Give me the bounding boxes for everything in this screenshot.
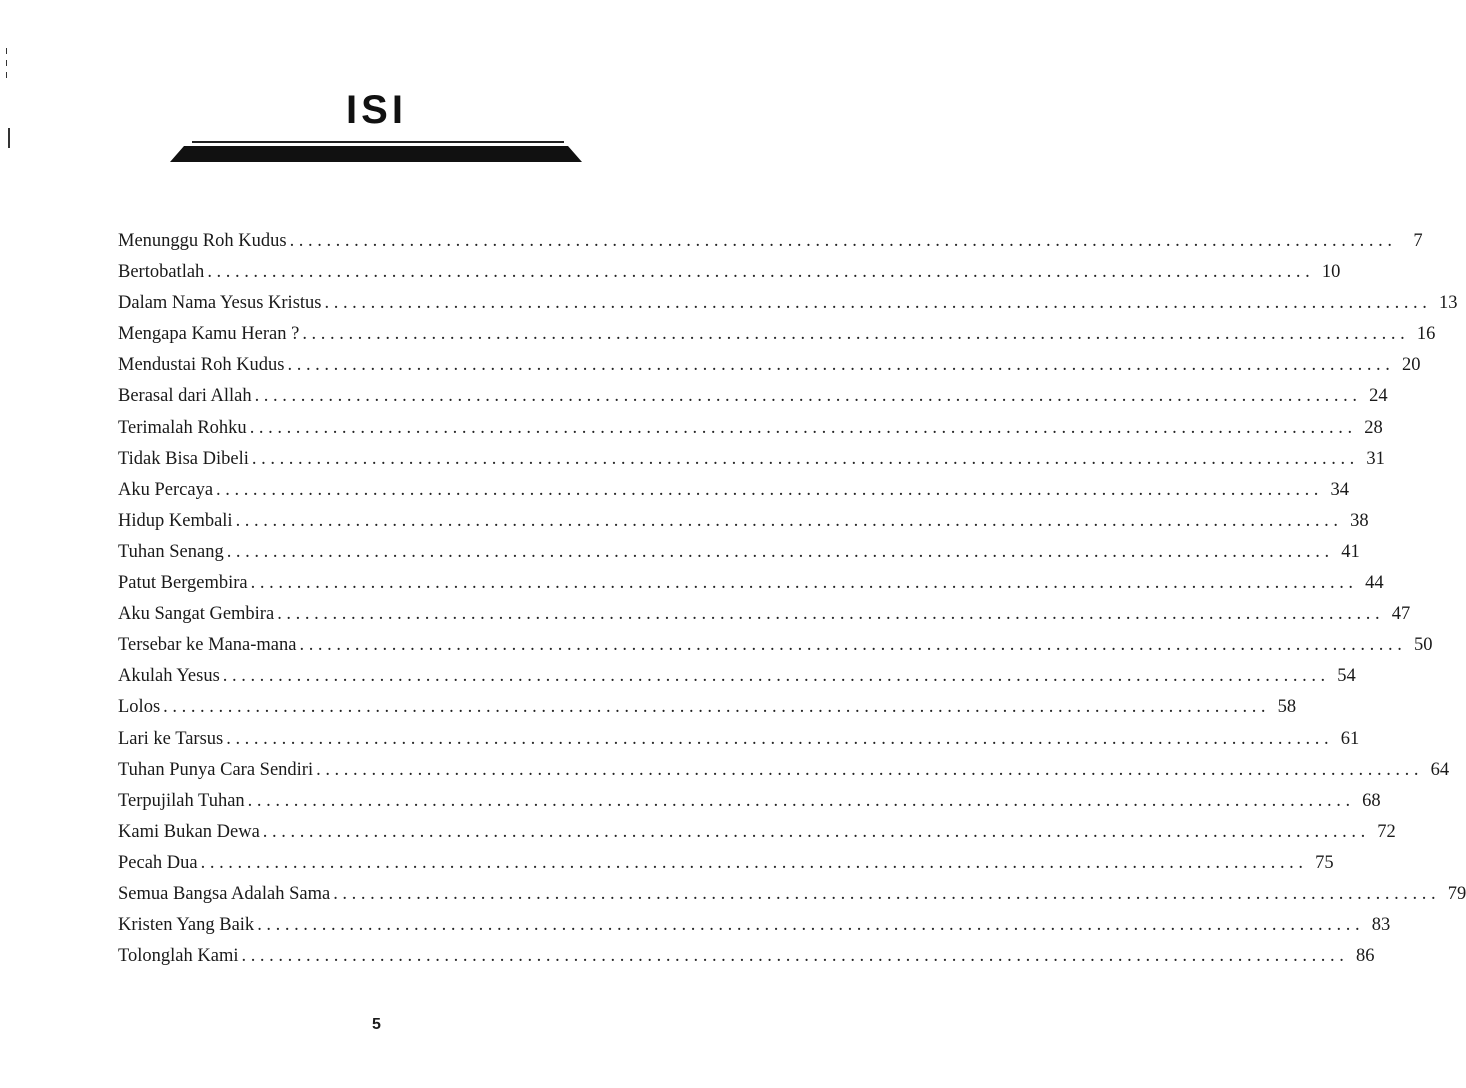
- dot-leader: ........................................................................................................................: [216, 479, 1324, 500]
- dot-leader: ........................................................................................................................: [226, 541, 1334, 562]
- toc-entry-title: Akulah Yesus: [118, 666, 220, 687]
- toc-entry: [118, 879, 1466, 910]
- toc-entry: [118, 630, 1433, 661]
- toc-entry-title: Terpujilah Tuhan: [118, 790, 245, 811]
- toc-entry-page: 38: [1350, 510, 1369, 531]
- toc-entry: [118, 288, 1458, 319]
- margin-tick: [6, 72, 7, 78]
- dot-leader: ........................................................................................................................: [250, 573, 1358, 594]
- title-rule-thick: [170, 146, 582, 162]
- toc-entry-title: Bertobatlah: [118, 262, 205, 283]
- toc-entry-page: 61: [1340, 728, 1360, 749]
- dot-leader: ........................................................................................................................: [262, 821, 1370, 842]
- toc-entry-title: Semua Bangsa Adalah Sama: [118, 883, 331, 904]
- dot-leader: ........................................................................................................................: [287, 355, 1395, 376]
- dot-leader: ........................................................................................................................: [289, 231, 1397, 251]
- toc-entry: [118, 661, 1356, 692]
- toc-entry-page: 24: [1369, 386, 1388, 407]
- toc-entry: [118, 848, 1334, 879]
- toc-entry-title: Aku Sangat Gembira: [118, 604, 275, 625]
- toc-entry-title: Mendustai Roh Kudus: [118, 355, 285, 376]
- toc-entry: [118, 599, 1411, 630]
- toc-entry-page: 13: [1439, 293, 1458, 314]
- table-of-contents: [118, 226, 1466, 972]
- dot-leader: ........................................................................................................................: [277, 604, 1385, 625]
- dot-leader: ........................................................................................................................: [333, 883, 1441, 904]
- dot-leader: ........................................................................................................................: [207, 262, 1315, 283]
- toc-entry-page: 44: [1365, 573, 1384, 594]
- toc-entry-title: Kami Bukan Dewa: [118, 821, 260, 842]
- toc-entry-title: Tuhan Senang: [118, 541, 224, 562]
- toc-entry-title: Pecah Dua: [118, 852, 198, 873]
- toc-entry: [118, 319, 1436, 350]
- toc-entry-page: 86: [1355, 946, 1375, 967]
- toc-entry-page: 68: [1362, 790, 1381, 811]
- toc-entry-page: 28: [1364, 417, 1383, 438]
- dot-leader: ........................................................................................................................: [257, 915, 1365, 936]
- toc-entry-title: Mengapa Kamu Heran ?: [118, 324, 300, 345]
- toc-entry-title: Tersebar ke Mana-mana: [118, 635, 297, 656]
- toc-entry-title: Tidak Bisa Dibeli: [118, 448, 249, 469]
- toc-entry: [118, 257, 1341, 288]
- dot-leader: ........................................................................................................................: [302, 324, 1410, 345]
- toc-entry: [118, 537, 1360, 568]
- toc-entry-title: Tuhan Punya Cara Sendiri: [118, 759, 314, 780]
- dot-leader: ........................................................................................................................: [316, 759, 1424, 780]
- toc-entry-page: 50: [1413, 635, 1433, 656]
- dot-leader: ........................................................................................................................: [163, 697, 1271, 718]
- toc-entry-title: Kristen Yang Baik: [118, 915, 255, 936]
- toc-entry-title: Aku Percaya: [118, 479, 214, 500]
- toc-entry-page: 79: [1447, 883, 1466, 904]
- toc-entry-page: 41: [1341, 541, 1360, 562]
- toc-entry: [118, 910, 1391, 941]
- page-number: 5: [372, 1016, 381, 1033]
- toc-entry-title: Tolonglah Kami: [118, 946, 239, 967]
- toc-entry: [118, 475, 1350, 506]
- dot-leader: ........................................................................................................................: [226, 728, 1334, 749]
- dot-leader: ........................................................................................................................: [254, 386, 1362, 407]
- toc-entry-page: 20: [1402, 355, 1421, 376]
- toc-entry: [118, 350, 1421, 381]
- toc-entry: [118, 941, 1375, 972]
- dot-leader: ........................................................................................................................: [299, 635, 1407, 656]
- toc-entry: [118, 226, 1423, 257]
- page-title: ISI: [346, 88, 407, 132]
- toc-entry-title: Patut Bergembira: [118, 573, 248, 594]
- toc-entry-page: 10: [1321, 262, 1341, 283]
- dot-leader: ........................................................................................................................: [249, 417, 1357, 438]
- toc-entry-title: Hidup Kembali: [118, 510, 233, 531]
- toc-entry-page: 54: [1337, 666, 1356, 687]
- dot-leader: ........................................................................................................................: [235, 510, 1343, 531]
- toc-entry: [118, 568, 1384, 599]
- toc-entry: [118, 506, 1369, 537]
- toc-entry-title: Berasal dari Allah: [118, 386, 252, 407]
- toc-entry: [118, 817, 1396, 848]
- dot-leader: ........................................................................................................................: [200, 852, 1308, 873]
- toc-entry: [118, 692, 1297, 723]
- toc-entry-page: 58: [1277, 697, 1297, 718]
- toc-entry-page: 7: [1413, 231, 1423, 251]
- toc-entry-page: 47: [1391, 604, 1411, 625]
- toc-entry-page: 75: [1315, 852, 1334, 873]
- toc-entry: [118, 755, 1450, 786]
- dot-leader: ........................................................................................................................: [324, 293, 1432, 314]
- toc-entry: [118, 381, 1388, 412]
- toc-entry-page: 34: [1330, 479, 1350, 500]
- toc-entry-title: Lolos: [118, 697, 161, 718]
- dot-leader: ........................................................................................................................: [251, 448, 1359, 469]
- toc-entry-page: 72: [1377, 821, 1396, 842]
- toc-entry-title: Menunggu Roh Kudus: [118, 231, 287, 251]
- toc-entry-page: 64: [1430, 759, 1450, 780]
- toc-entry-title: Lari ke Tarsus: [118, 728, 224, 749]
- toc-entry: [118, 786, 1381, 817]
- toc-entry-page: 16: [1416, 324, 1436, 345]
- toc-entry: [118, 724, 1360, 755]
- margin-tick: [6, 48, 7, 54]
- dot-leader: ........................................................................................................................: [241, 946, 1349, 967]
- dot-leader: ........................................................................................................................: [222, 666, 1330, 687]
- toc-entry-title: Dalam Nama Yesus Kristus: [118, 293, 322, 314]
- title-rule-thin: [192, 141, 564, 143]
- margin-tick: [6, 60, 7, 66]
- toc-entry-page: 83: [1371, 915, 1391, 936]
- toc-entry: [118, 413, 1383, 444]
- dot-leader: ........................................................................................................................: [247, 790, 1355, 811]
- toc-entry-page: 31: [1366, 448, 1385, 469]
- toc-entry: [118, 444, 1385, 475]
- toc-entry-title: Terimalah Rohku: [118, 417, 247, 438]
